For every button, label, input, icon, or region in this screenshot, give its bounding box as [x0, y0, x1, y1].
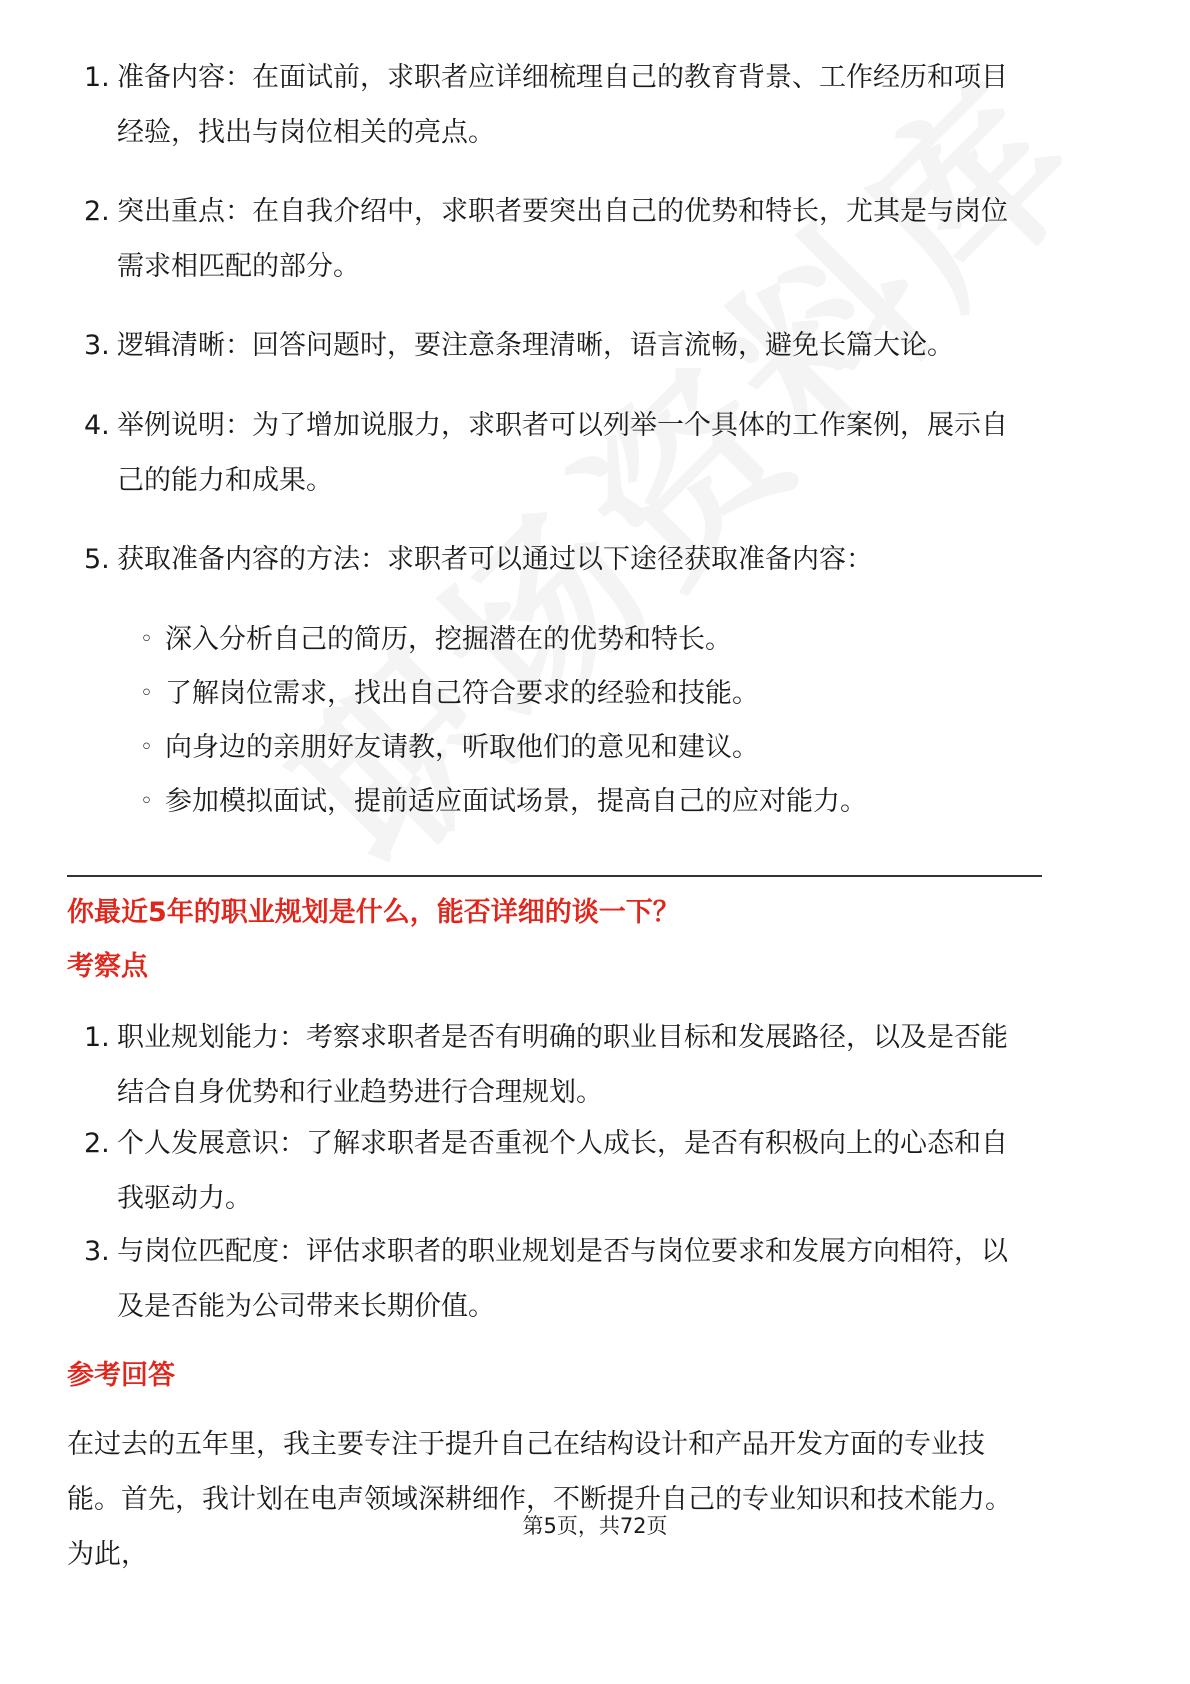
page-footer: 第5页，共72页	[522, 1514, 668, 1538]
answer-paragraph: 在过去的五年里，我主要专注于提升自己在结构设计和产品开发方面的专业技能。首先，我计划在电声领域深耕细作，不断提升自己的专业知识和技术能力。为此，	[67, 1429, 1012, 1570]
bullet-icon: ◦	[140, 735, 153, 760]
list-text: 逻辑清晰：回答问题时，要注意条理清晰，语言流畅，避免长篇大论。	[117, 330, 954, 361]
list-text: 突出重点：在自我介绍中，求职者要突出自己的优势和特长，尤其是与岗位需求相匹配的部分。	[117, 196, 1008, 282]
list-text: 获取准备内容的方法：求职者可以通过以下途径获取准备内容：	[117, 544, 873, 575]
list-text: 举例说明：为了增加说服力，求职者可以列举一个具体的工作案例，展示自己的能力和成果。	[117, 410, 1008, 496]
bullet-icon: ◦	[140, 627, 153, 652]
question-title: 你最近5年的职业规划是什么，能否详细的谈一下？	[67, 897, 680, 928]
list-number: 2.	[84, 1128, 110, 1159]
list-text: 准备内容：在面试前，求职者应详细梳理自己的教育背景、工作经历和项目经验，找出与岗位相关的亮点。	[117, 62, 1008, 148]
answer-heading: 参考回答	[67, 1360, 175, 1391]
sub-list-text: 参加模拟面试，提前适应面试场景，提高自己的应对能力。	[165, 786, 867, 817]
list-number: 2.	[84, 196, 110, 227]
sub-list-text: 深入分析自己的简历，挖掘潜在的优势和特长。	[165, 624, 732, 655]
list-number: 3.	[84, 330, 110, 361]
list-number: 5.	[84, 544, 110, 575]
bullet-icon: ◦	[140, 681, 153, 706]
list-text: 职业规划能力：考察求职者是否有明确的职业目标和发展路径，以及是否能结合自身优势和行业趋势进行合理规划。	[117, 1022, 1008, 1108]
section-divider	[67, 875, 1042, 877]
sub-list-text: 向身边的亲朋好友请教，听取他们的意见和建议。	[165, 732, 759, 763]
list-number: 1.	[84, 62, 110, 93]
list-text: 个人发展意识：了解求职者是否重视个人成长，是否有积极向上的心态和自我驱动力。	[117, 1128, 1008, 1214]
list-number: 1.	[84, 1022, 110, 1053]
bullet-icon: ◦	[140, 789, 153, 814]
sub-list-text: 了解岗位需求，找出自己符合要求的经验和技能。	[165, 678, 759, 709]
points-heading: 考察点	[67, 951, 148, 982]
list-text: 与岗位匹配度：评估求职者的职业规划是否与岗位要求和发展方向相符，以及是否能为公司带来长期价值。	[117, 1236, 1008, 1322]
list-number: 4.	[84, 410, 110, 441]
list-number: 3.	[84, 1236, 110, 1267]
